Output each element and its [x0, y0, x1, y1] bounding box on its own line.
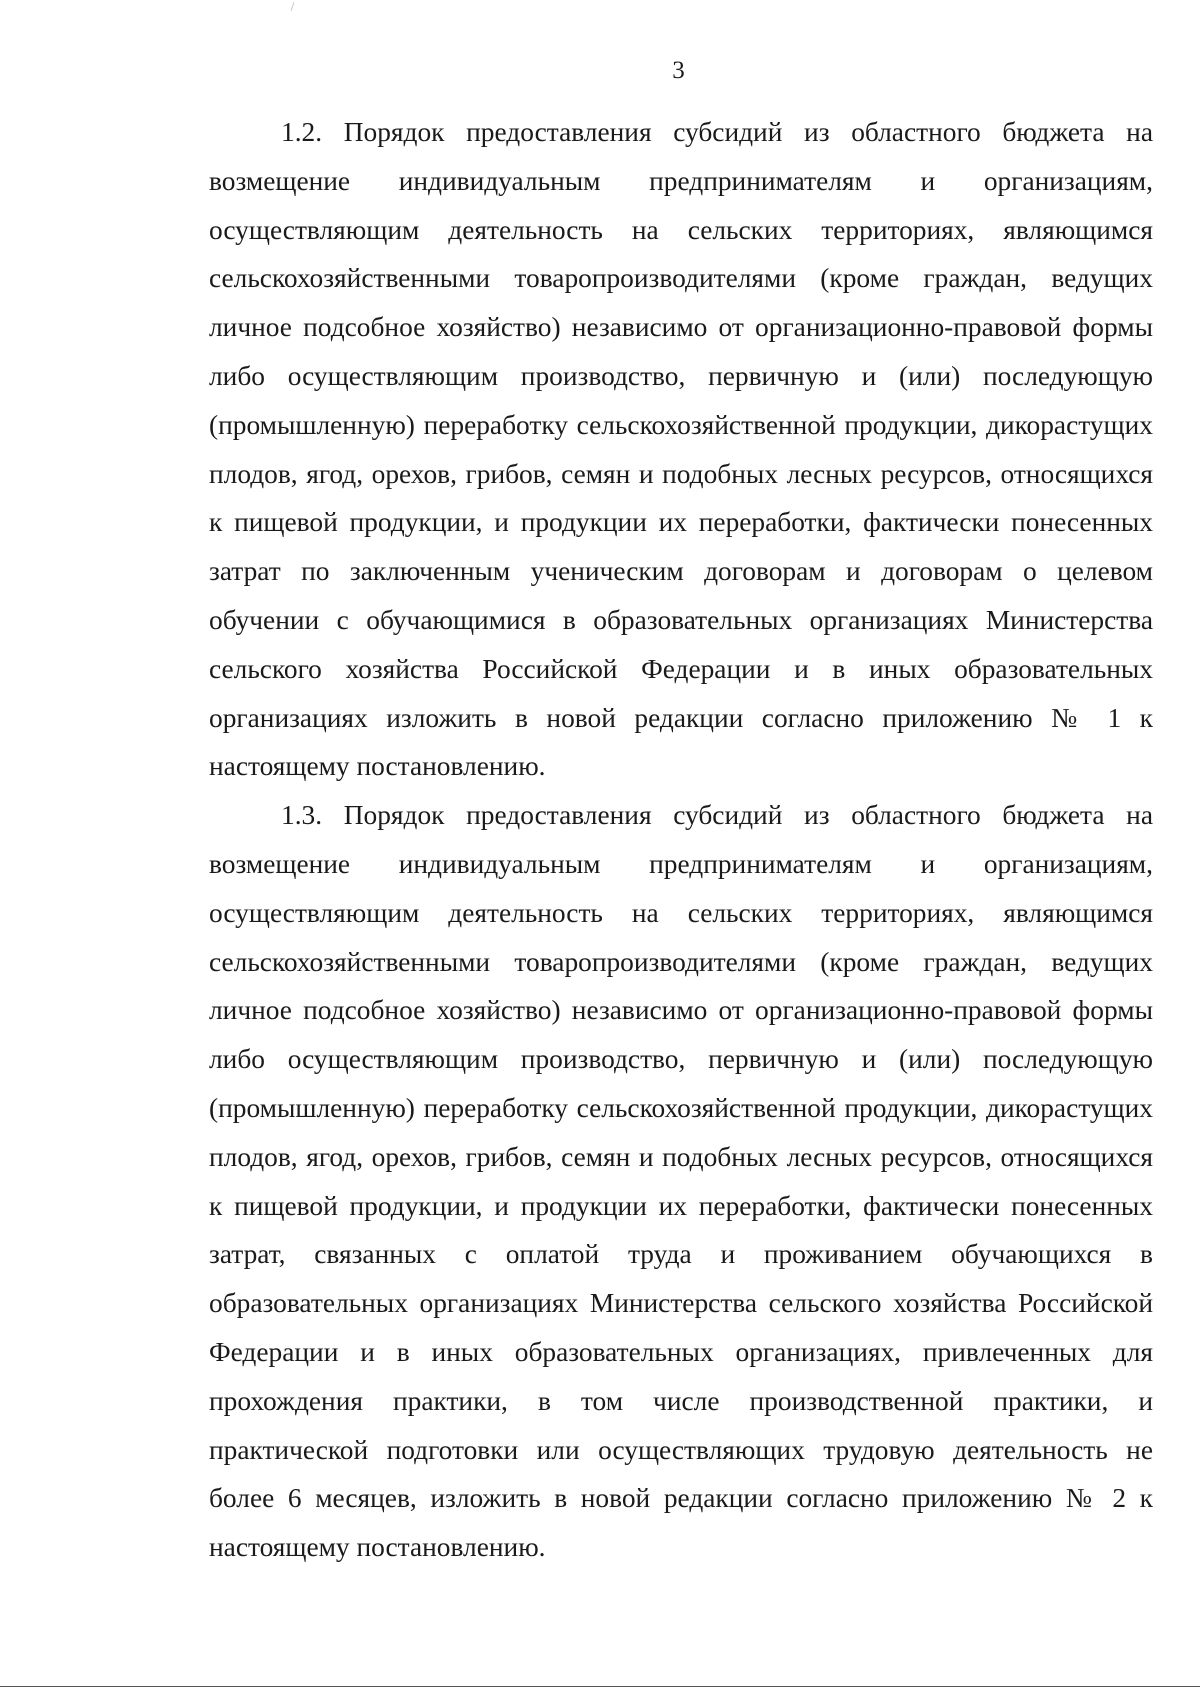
paragraph-1-2: 1.2. Порядок предоставления субсидий из областного бюджета на возмещение индивидуальным предпринимателям и организациям, осуществляющим деятельность на сельских территориях, являющимся сельскохозяйственными товаропроизводителями (кроме граждан, ведущих личное подсобное хозяйство) независимо от организационно-правовой формы либо осуществляющим производство, первичную и (или) последующую (промышленную) переработку сельскохозяйственной продукции, дикорастущих плодов, ягод, орехов, грибов, семян и подобных лесных ресурсов, относящихся к пищевой продукции, и продукции их переработки, фактически понесенных затрат по заключенным ученическим договорам и договорам о целевом обучении с обучающимися в образовательных организациях Министерства сельского хозяйства Российской Федерации и в иных образовательных организациях изложить в новой редакции согласно приложению № 1 к настоящему постановлению.: [209, 117, 1153, 782]
page-number: 3: [672, 57, 685, 84]
document-body: [209, 108, 1153, 1572]
paragraph-1-3: 1.3. Порядок предоставления субсидий из областного бюджета на возмещение индивидуальным предпринимателям и организациям, осуществляющим деятельность на сельских территориях, являющимся сельскохозяйственными товаропроизводителями (кроме граждан, ведущих личное подсобное хозяйство) независимо от организационно-правовой формы либо осуществляющим производство, первичную и (или) последующую (промышленную) переработку сельскохозяйственной продукции, дикорастущих плодов, ягод, орехов, грибов, семян и подобных лесных ресурсов, относящихся к пищевой продукции, и продукции их переработки, фактически понесенных затрат, связанных с оплатой труда и проживанием обучающихся в образовательных организациях Министерства сельского хозяйства Российской Федерации и в иных образовательных организациях, привлеченных для прохождения практики, в том числе производственной практики, и практической подготовки или осуществляющих трудовую деятельность не более 6 месяцев, изложить в новой редакции согласно приложению № 2 к настоящему постановлению.: [209, 800, 1153, 1563]
page-bottom-edge-line: [0, 1686, 1200, 1687]
scan-artifact-mark: [291, 2, 295, 11]
